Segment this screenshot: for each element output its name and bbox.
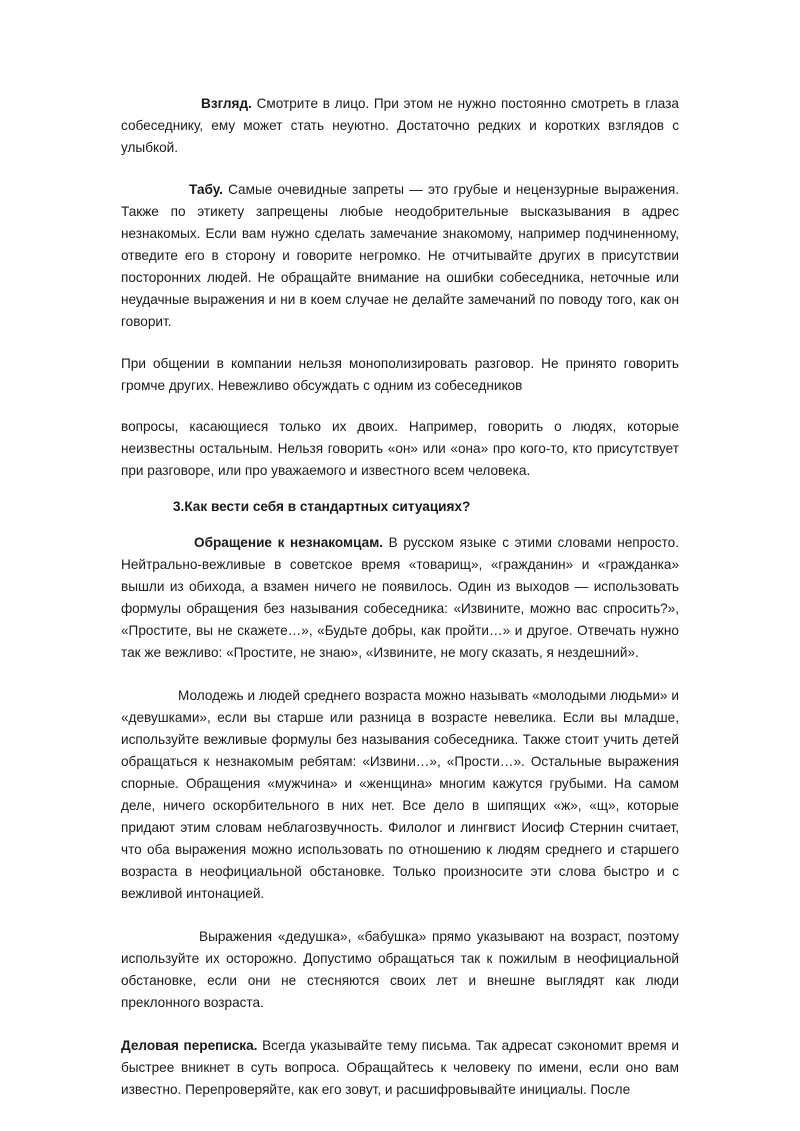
paragraph-youth: Молодежь и людей среднего возраста можно называть «молодыми людьми» и «девушками», если вы старше или разница в возрасте невелика. Если вы младше, используйте вежливые формулы без называния собеседника. Также стоит учить детей обращаться к незнакомым ребятам: «Извини…», «Прости…». Остальные выражения спорные. Обращения «мужчина» и «женщина» многим кажутся грубыми. На самом деле, ничего оскорбительного в них нет. Все дело в шипящих «ж», «щ», которые придают этим словам неблагозвучность. Филолог и лингвист Иосиф Стернин считает, что оба выражения можно использовать по отношению к людям среднего и старшего возраста в неофициальной обстановке. Только произносите эти слова быстро и с вежливой интонацией. (121, 688, 679, 901)
paragraph-text: В русском языке с этими словами непросто. Нейтрально-вежливые в советское время «товарищ», «гражданин» и «гражданка» вышли из обихода, а взамен ничего не появилось. Один из выходов — использовать формулы обращения без называния собеседника: «Извините, можно вас спросить?», «Простите, вы не скажете…», «Будьте добры, как пройти…» и другое. Отвечать нужно так же вежливо: «Простите, не знаю», «Извините, не могу сказать, я нездешний». (121, 535, 679, 660)
paragraph-lead: Табу. (189, 182, 223, 197)
paragraph-lead: Взгляд. (201, 96, 252, 111)
paragraph-taboo (121, 179, 679, 333)
section-heading: 3.Как вести себя в стандартных ситуациях? (173, 499, 471, 514)
paragraph-text: Всегда указывайте тему письма. Так адресат сэкономит время и быстрее вникнет в суть вопроса. Обращайтесь к человеку по имени, если оно вам известно. Перепроверяйте, как его зовут, и расшифровывайте инициалы. После (121, 1038, 679, 1097)
paragraph-business (121, 1035, 679, 1101)
paragraph-lead: Деловая переписка. (121, 1038, 258, 1053)
paragraph-gaze (121, 93, 679, 159)
paragraph-company-continued: вопросы, касающиеся только их двоих. Например, говорить о людях, которые неизвестны остальным. Нельзя говорить «он» или «она» про кого-то, кто присутствует при разговоре, или про уважаемого и известного всем человека. (121, 419, 679, 478)
paragraph-company: При общении в компании нельзя монополизировать разговор. Не принято говорить громче других. Невежливо обсуждать с одним из собеседников (121, 356, 679, 393)
paragraph-lead: Обращение к незнакомцам. (194, 535, 384, 550)
document-body (121, 93, 679, 1101)
paragraph-grandparents: Выражения «дедушка», «бабушка» прямо указывают на возраст, поэтому используйте их осторожно. Допустимо обращаться так к пожилым в неофициальной обстановке, если они не стесняются своих лет и внешне выглядят как люди преклонного возраста. (121, 929, 679, 1010)
paragraph-strangers (121, 532, 679, 664)
paragraph-text: Смотрите в лицо. При этом не нужно постоянно смотреть в глаза собеседнику, ему может стать неуютно. Достаточно редких и коротких взглядов с улыбкой. (121, 96, 679, 155)
paragraph-text: Самые очевидные запреты — это грубые и нецензурные выражения. Также по этикету запрещены любые неодобрительные высказывания в адрес незнакомых. Если вам нужно сделать замечание знакомому, например подчиненному, отведите его в сторону и говорите негромко. Не отчитывайте других в присутствии посторонних людей. Не обращайте внимание на ошибки собеседника, неточные или неудачные выражения и ни в коем случае не делайте замечаний по поводу того, как он говорит. (121, 182, 679, 329)
